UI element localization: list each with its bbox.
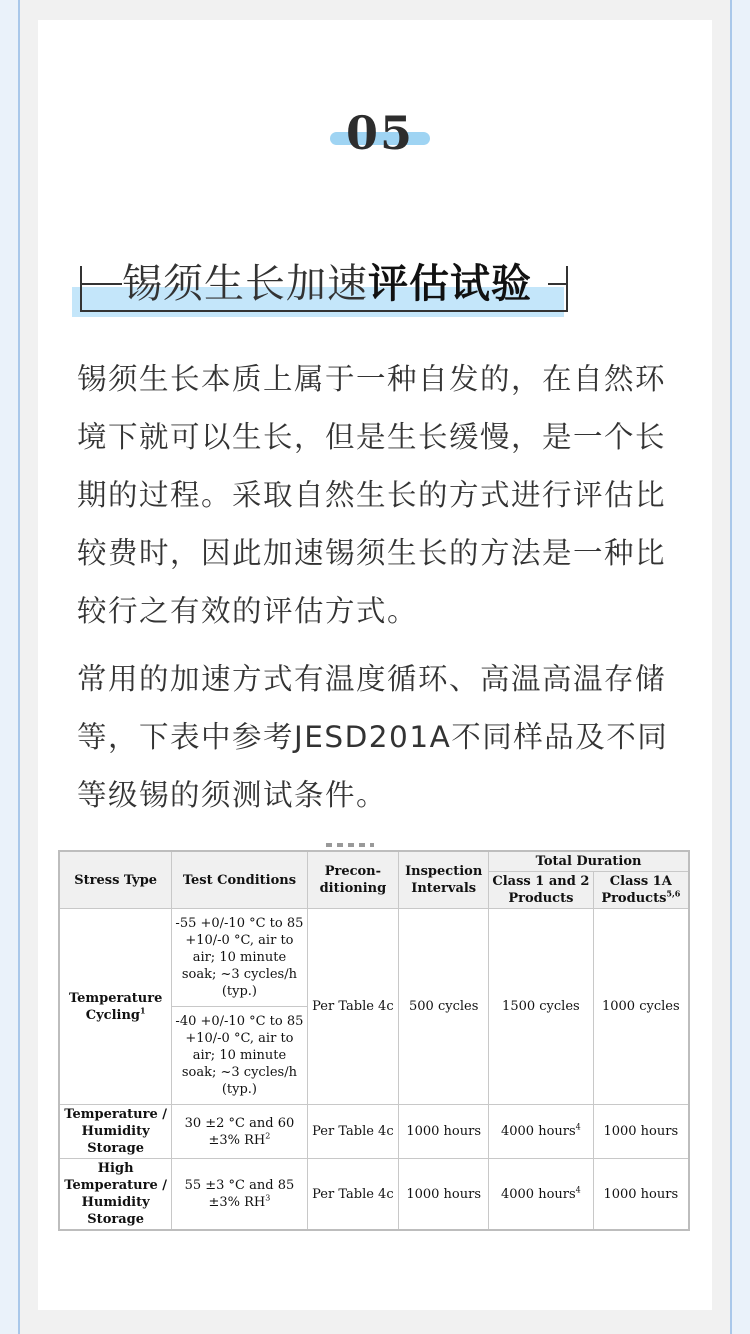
cell-hth-type: High Temperature / Humidity Storage (59, 1159, 172, 1231)
cell-hth-conditions-text: 55 ±3 °C and 85 ±3% RH (184, 1178, 295, 1210)
cell-th-class12-sup: 4 (575, 1122, 581, 1132)
section-number-badge (330, 106, 430, 160)
section-title-regular: 锡须生长加速 (122, 261, 368, 307)
cell-th-conditions (172, 1105, 307, 1159)
cell-th-precon: Per Table 4c (307, 1105, 399, 1159)
cell-hth-inspection: 1000 hours (399, 1159, 489, 1231)
row-type-temperature-cycling (59, 909, 172, 1105)
cell-tc-class1a: 1000 cycles (593, 909, 689, 1105)
cell-th-conditions-sup: 2 (265, 1131, 271, 1141)
section-title-bold: 评估试验 (368, 261, 532, 307)
title-frame-line-left (80, 283, 122, 285)
table-row (59, 1159, 689, 1231)
cell-th-class12-text: 4000 hours (500, 1124, 576, 1139)
cell-tc-type: Temperature Cycling (68, 990, 163, 1023)
cell-hth-conditions (172, 1159, 307, 1231)
cell-tc-inspection: 500 cycles (399, 909, 489, 1105)
cell-tc-precon: Per Table 4c (307, 909, 399, 1105)
cell-hth-class12-text: 4000 hours (500, 1186, 576, 1202)
cell-tc-conditions-b: -40 +0/-10 °C to 85 +10/-0 °C, air to air; 10 minute soak; ~3 cycles/h (typ.) (172, 1007, 307, 1105)
table-row (59, 909, 689, 1007)
cell-hth-class12-sup: 4 (575, 1185, 581, 1195)
cell-th-conditions-text: 30 ±2 °C and 60 ±3% RH (184, 1115, 295, 1148)
test-conditions-table (58, 850, 690, 1227)
header-class-1a-sup: 5,6 (666, 888, 681, 899)
table-row (59, 1105, 689, 1159)
cell-th-inspection: 1000 hours (399, 1105, 489, 1159)
table-caption-mark (326, 843, 374, 847)
header-total-duration: Total Duration (489, 851, 689, 872)
section-title (122, 258, 548, 310)
cell-tc-conditions-a: -55 +0/-10 °C to 85 +10/-0 °C, air to air; 10 minute soak; ~3 cycles/h (typ.) (172, 909, 307, 1007)
cell-hth-conditions-sup: 3 (265, 1193, 271, 1203)
title-frame-line-right (548, 283, 568, 285)
header-class-1a (593, 872, 689, 909)
table-header-row (59, 851, 689, 872)
header-class-1-2: Class 1 and 2 Products (489, 872, 593, 909)
cell-tc-class12: 1500 cycles (489, 909, 593, 1105)
section-number: 05 (345, 106, 414, 160)
jesd201a-table (58, 850, 690, 1231)
header-stress-type: Stress Type (59, 851, 172, 909)
cell-th-class1a: 1000 hours (593, 1105, 689, 1159)
cell-hth-class1a: 1000 hours (593, 1159, 689, 1231)
header-preconditioning: Precon-ditioning (307, 851, 399, 909)
body-paragraph-1: 锡须生长本质上属于一种自发的，在自然环境下就可以生长，但是生长缓慢，是一个长期的过程。采取自然生长的方式进行评估比较费时，因此加速锡须生长的方法是一种比较行之有效的评估方式。 (77, 362, 667, 628)
cell-hth-class12 (489, 1159, 593, 1231)
body-paragraph-2: 常用的加速方式有温度循环、高温高温存储等，下表中参考JESD201A不同样品及不同等级锡的须测试条件。 (77, 662, 669, 812)
header-test-conditions: Test Conditions (172, 851, 307, 909)
cell-th-class12 (489, 1105, 593, 1159)
cell-hth-precon: Per Table 4c (307, 1159, 399, 1231)
cell-th-type: Temperature / Humidity Storage (59, 1105, 172, 1159)
header-class-1a-label: Class 1A Products (601, 874, 672, 906)
header-inspection-intervals: Inspection Intervals (399, 851, 489, 909)
cell-tc-type-sup: 1 (139, 1005, 146, 1016)
